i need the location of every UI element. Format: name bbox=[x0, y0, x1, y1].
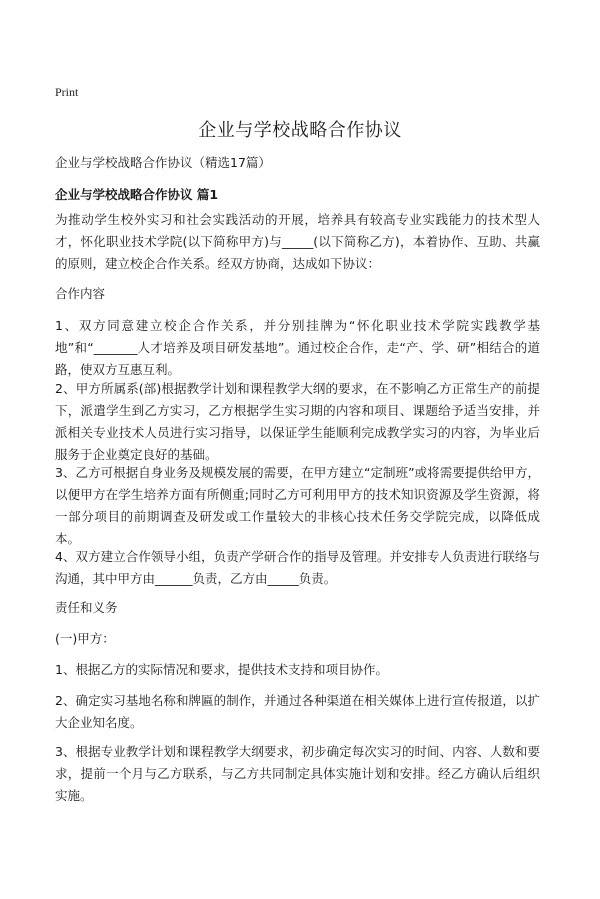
duty-item-1: 1、根据乙方的实际情况和要求，提供技术支持和项目协作。 bbox=[55, 662, 388, 677]
duty-heading: 责任和义务 bbox=[55, 600, 118, 615]
cooperation-item-4: 4、双方建立合作领导小组，负责产学研合作的指导及管理。并安排专人负责进行联络与沟通，其中甲方由______负责，乙方由_____负责。 bbox=[55, 549, 540, 586]
duty-item-2: 2、确定实习基地名称和牌匾的制作，并通过各种渠道在相关媒体上进行宣传报道，以扩大企业知名度。 bbox=[55, 693, 540, 730]
cooperation-item-3: 3、乙方可根据自身业务及规模发展的需要，在甲方建立“定制班”或将需要提供给甲方，以便甲方在学生培养方面有所侧重;同时乙方可利用甲方的技术知识资源及学生资源，将一部分项目的前期调查及研发或工作量较大的非核心技术任务交学院完成，以降低成本。 bbox=[55, 465, 540, 546]
duty-item-3: 3、根据专业教学计划和课程教学大纲要求，初步确定每次实习的时间、内容、人数和要求，提前一个月与乙方联系，与乙方共同制定具体实施计划和安排。经乙方确认后组织实施。 bbox=[55, 744, 540, 803]
cooperation-item-1: 1、双方同意建立校企合作关系，并分别挂牌为“怀化职业技术学院实践教学基地”和“_______人才培养及项目研发基地”。通过校企合作，走“产、学、研”相结合的道路，使双方互惠互利。 bbox=[55, 318, 540, 377]
section-heading: 企业与学校战略合作协议 篇1 bbox=[55, 187, 219, 202]
party-a-heading: (一)甲方： bbox=[55, 631, 115, 646]
cooperation-item-2: 2、甲方所属系(部)根据教学计划和课程教学大纲的要求，在不影响乙方正常生产的前提下，派遣学生到乙方实习，乙方根据学生实习期的内容和项目、课题给予适当安排，并派相关专业技术人员进行实习指导，以保证学生能顺利完成教学实习的内容，为毕业后服务于企业奠定良好的基础。 bbox=[55, 381, 540, 462]
document-title: 企业与学校战略合作协议 bbox=[198, 120, 402, 141]
print-label[interactable]: Print bbox=[55, 85, 79, 99]
intro-paragraph: 为推动学生校外实习和社会实践活动的开展，培养具有较高专业实践能力的技术型人才，怀化职业技术学院(以下简称甲方)与_____(以下简称乙方)，本着协作、互助、共赢的原则，建立校企合作关系。经双方协商，达成如下协议： bbox=[55, 212, 540, 271]
cooperation-heading: 合作内容 bbox=[55, 286, 106, 301]
document-subtitle: 企业与学校战略合作协议（精选17篇） bbox=[55, 155, 271, 170]
